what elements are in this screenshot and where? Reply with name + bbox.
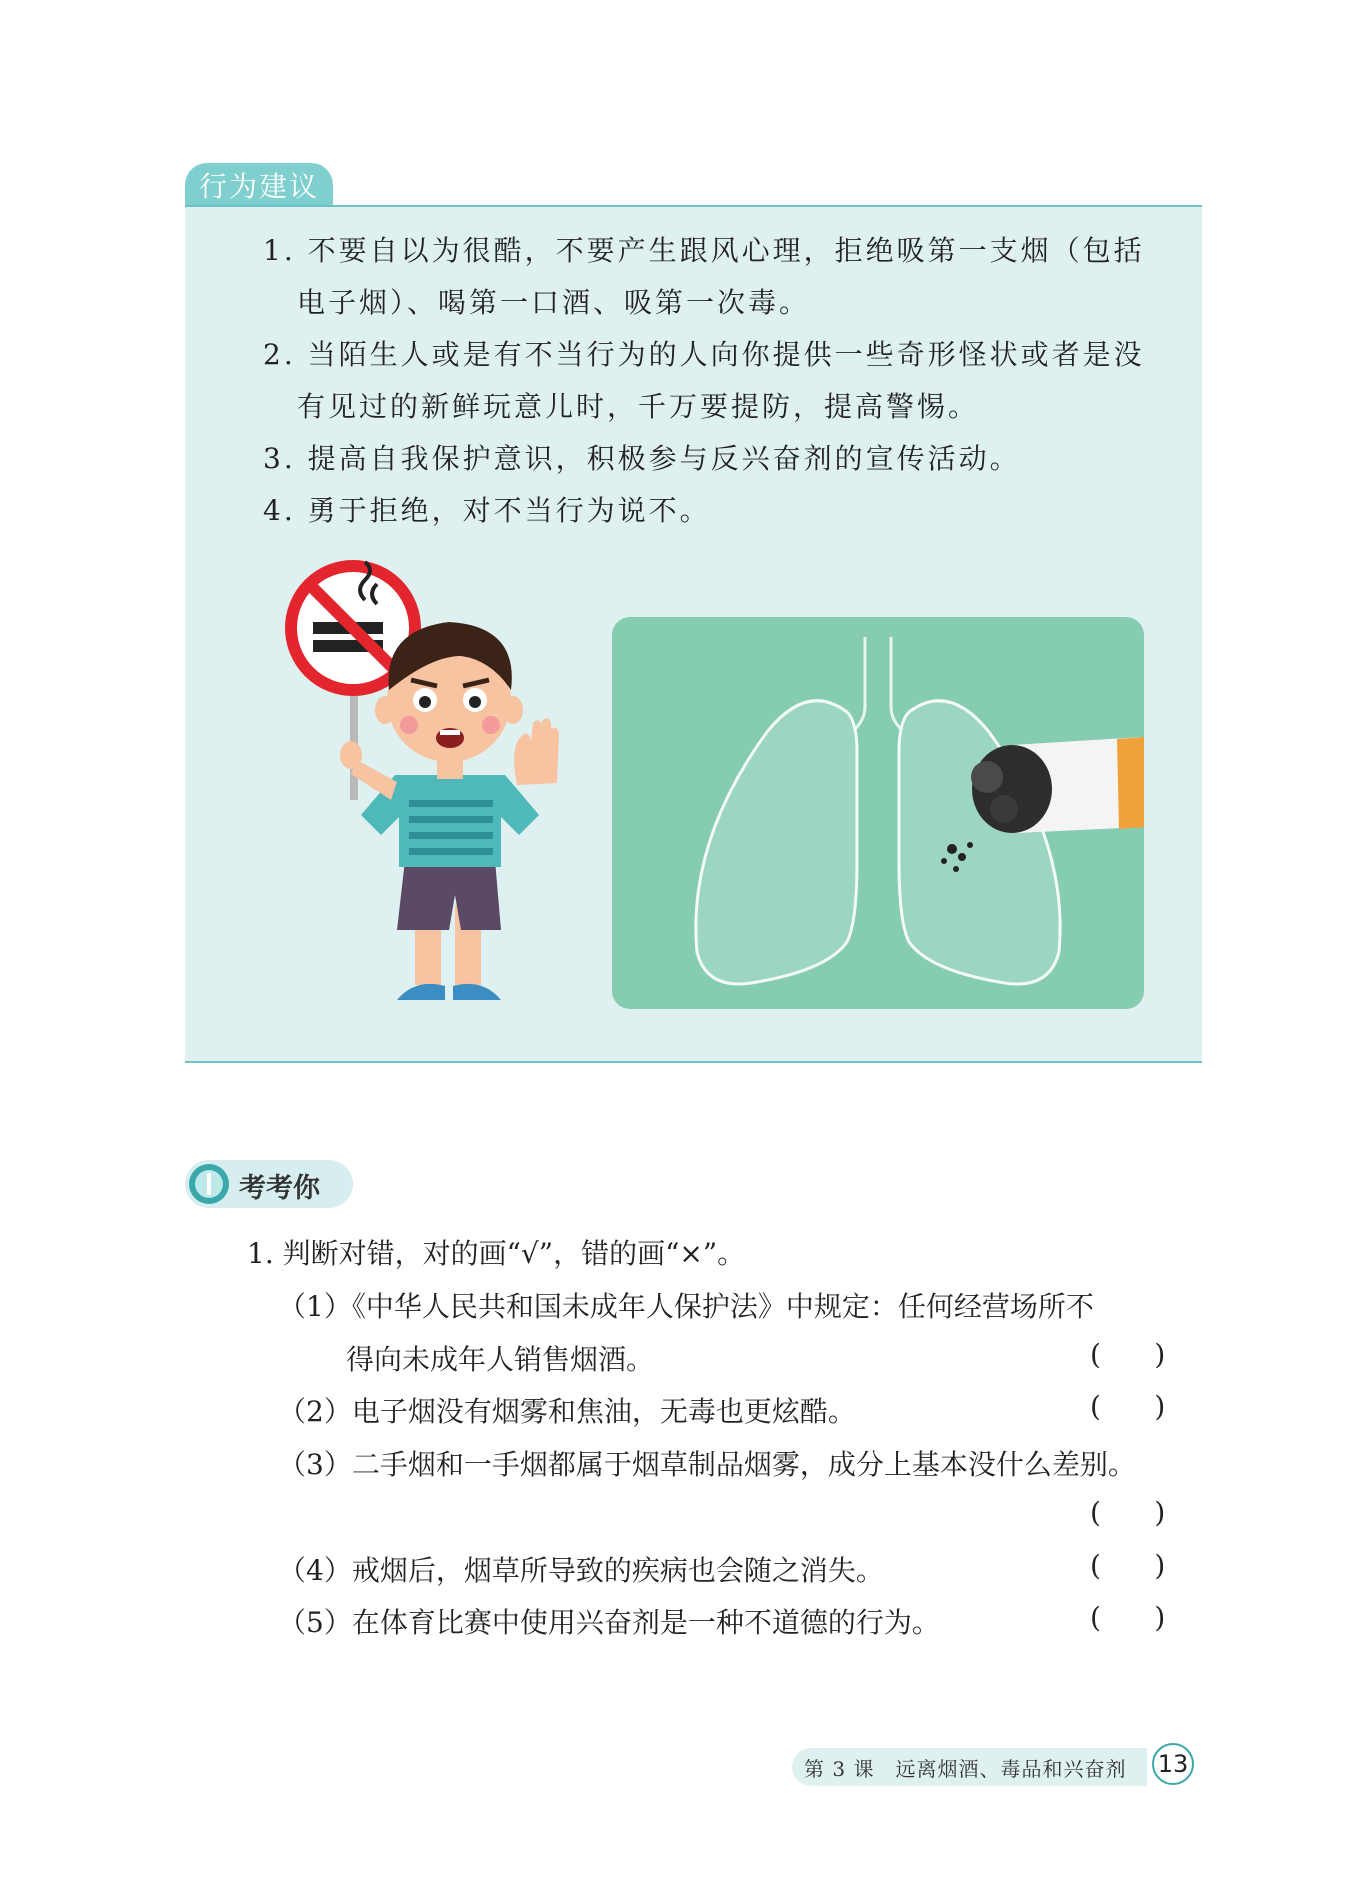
answer-bracket-3[interactable]: ( ) [1090,1496,1166,1529]
lungs-cigarette-illustration [612,617,1144,1009]
cigarette-icon [971,737,1144,833]
question-2: （2）电子烟没有烟雾和焦油，无毒也更炫酷。 [278,1395,856,1428]
advice-item-2: 2. 当陌生人或是有不当行为的人向你提供一些奇形怪状或者是没有见过的新鲜玩意儿时，千万要提防，提高警惕。 [263,338,1145,423]
advice-section-title: 行为建议 [185,163,333,207]
answer-bracket-1[interactable]: ( ) [1090,1338,1166,1371]
lesson-footer: 第 3 课 远离烟酒、毒品和兴奋剂 [792,1748,1147,1786]
answer-bracket-4[interactable]: ( ) [1090,1549,1166,1582]
question-1-line-1: （1）《中华人民共和国未成年人保护法》中规定：任何经营场所不 [278,1290,1094,1323]
question-4: （4）戒烟后，烟草所导致的疾病也会随之消失。 [278,1554,884,1587]
lightbulb-icon [188,1163,230,1205]
question-3: （3）二手烟和一手烟都属于烟草制品烟雾，成分上基本没什么差别。 [278,1448,1136,1481]
advice-item-3: 3. 提高自我保护意识，积极参与反兴奋剂的宣传活动。 [263,442,1021,475]
answer-bracket-5[interactable]: ( ) [1090,1601,1166,1634]
quiz-section-title-badge [185,1160,353,1208]
question-1-line-2: 得向未成年人销售烟酒。 [346,1343,655,1376]
answer-bracket-2[interactable]: ( ) [1090,1390,1166,1423]
advice-list [263,225,1163,537]
question-5: （5）在体育比赛中使用兴奋剂是一种不道德的行为。 [278,1606,940,1639]
quiz-title: 考考你 [239,1173,320,1204]
quiz-stem: 1. 判断对错，对的画“√”，错的画“×”。 [247,1237,746,1270]
advice-item-1: 1. 不要自以为很酷，不要产生跟风心理，拒绝吸第一支烟（包括电子烟）、喝第一口酒、吸第一次毒。 [263,234,1145,319]
page-number: 13 [1152,1743,1194,1785]
advice-item-4: 4. 勇于拒绝，对不当行为说不。 [263,494,711,527]
boy-no-smoking-illustration [285,560,575,1010]
